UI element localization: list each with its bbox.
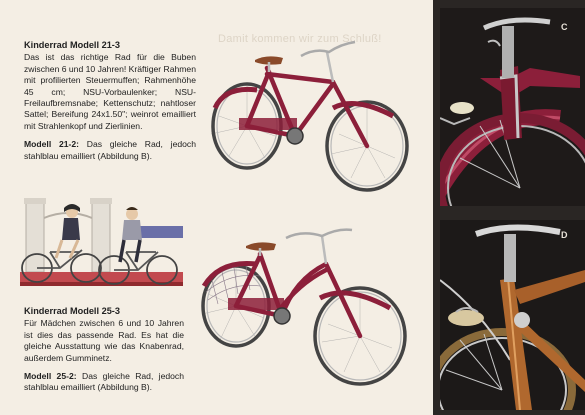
model-25-2-text: Das gleiche Rad, jedoch stahlblau emailliert (Abbildung B). <box>24 371 185 393</box>
photo-c-handlebar-detail <box>440 8 585 206</box>
model-21-2-note <box>24 139 196 162</box>
model-21-2-label: Modell 21-2: <box>24 139 80 150</box>
photo-d-fork-detail <box>440 220 585 410</box>
background-show-through-text: Damit kommen wir zum Schluß! <box>218 33 382 45</box>
chain-guard <box>228 298 284 310</box>
chainring <box>274 308 290 324</box>
frame <box>236 254 360 336</box>
photo-c-label: C <box>561 22 568 32</box>
chainring <box>287 128 303 144</box>
model-21-3-title: Kinderrad Modell 21-3 <box>24 40 120 50</box>
model-21-3-description <box>24 40 196 162</box>
model-21-3-body: Das ist das richtige Rad für die Buben zwischen 6 und 10 Jahren! Kräftiger Rahmen mit profilierten Steuermuffen; Rahmenhöhe 45 cm; NSU-Vorbaulenker; NSU-Freilaufbremsnabe; Kettenschutz; nahtloser Sattel; Bereifung 24x1.50"; weinrot emailliert mit Strahlenkopf und Zierlinien. <box>24 52 196 131</box>
model-25-3-title: Kinderrad Modell 25-3 <box>24 306 120 316</box>
model-25-2-label: Modell 25-2: <box>24 371 77 382</box>
girls-bicycle-illustration <box>198 224 420 394</box>
model-25-3-description <box>24 306 184 394</box>
model-21-2-text: Das gleiche Rad, jedoch stahlblau emailliert (Abbildung B). <box>24 139 197 161</box>
handlebar <box>286 230 352 238</box>
children-cycling-illustration <box>20 196 183 288</box>
boys-bicycle-illustration <box>205 38 420 203</box>
photo-d-label: D <box>561 230 568 240</box>
model-25-3-body: Für Mädchen zwischen 6 und 10 Jahren ist dies das passende Rad. Es hat die gleiche Ausstattung wie das Knabenrad, außerdem Gumminetz. <box>24 318 184 363</box>
chain-guard <box>239 118 297 130</box>
model-25-2-note <box>24 371 184 394</box>
